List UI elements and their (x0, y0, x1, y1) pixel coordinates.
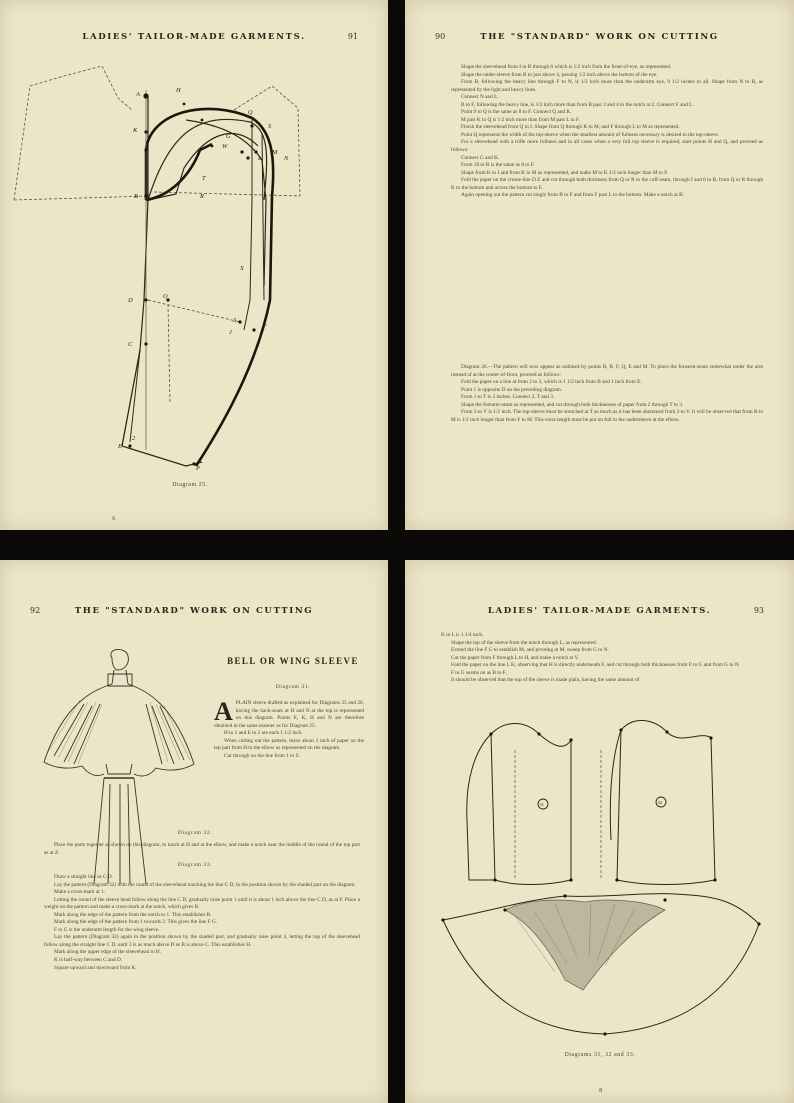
paragraph: Letting the round of the sleeve head follow along the line C D, gradually raise point 1 until it is about 1 inch above the line C D, as at F. Place a weight on the pattern and make a cross-mark at the notch, which gives B. (44, 896, 360, 911)
paragraph: B to F, following the heavy line, is 1/2 inch more than from B past 3 and 4 to the notch at 2. Connect F and L. (461, 101, 694, 108)
paragraph: Point 1 is opposite D on the preceding diagram. (461, 386, 563, 393)
body-text-upper (451, 64, 763, 200)
paragraph: Connect G and K. (461, 154, 500, 161)
body-text (441, 632, 759, 685)
point-label: P (196, 465, 200, 472)
point-label: R (200, 193, 204, 200)
paragraph: From B, following the heavy line through F to N, is 1/2 inch more than the underarm eye, 9 1/2 inches in all. Shape from N to B, as represented by the light and heavy lines. (451, 79, 763, 93)
paragraph: Shape the under-sleeve from B to just above 4, passing 1/2 inch above the bottom of the eye. (461, 71, 658, 78)
paragraph: Mark along the edge of the pattern from 1 towards 2. This gives the line F G. (54, 919, 218, 926)
paragraph: Again opening out the pattern cut singly from B to F and from F past L to the bottom. Make a notch at B. (461, 192, 684, 199)
page-93-diagrams (405, 560, 794, 1103)
paragraph: Square upward and downward from K. (54, 964, 137, 971)
text-33 (44, 874, 360, 972)
point-label: 3 (233, 317, 237, 324)
page-number: 92 (30, 606, 41, 615)
paragraph: Shape the top of the sleeve from the notch through L, as represented. (451, 639, 597, 646)
point-label: K (133, 127, 138, 134)
intro-paragraph (214, 697, 364, 730)
paragraph: Fold the paper on a line at from 2 to 3, which is 1 1/2 inch from B and 1 inch from E. (461, 379, 642, 386)
sleeve-diagrams-31-33 (405, 690, 794, 1103)
paragraph: Fold the paper on the line L K, observing that H is directly underneath F, and cut through both thicknesses from F to G and from G to N. (451, 662, 741, 669)
point-label: L (258, 155, 262, 162)
drop-cap: A (214, 697, 233, 726)
running-head (30, 606, 358, 620)
page-91-diagram (0, 0, 388, 530)
paragraph: K is half-way between C and D. (54, 957, 123, 964)
point-label: X (240, 265, 244, 272)
point-label: W (222, 143, 228, 150)
point-label: T (202, 175, 206, 182)
paragraph: Connect N and L. (461, 94, 499, 101)
paragraph: Extend the line F G to establish M, and pivoting at M, sweep from G to N. (451, 647, 609, 654)
diagram-label: 31 (539, 802, 545, 807)
point-label: S (268, 123, 272, 130)
diagram-subheading: Diagram 31. (275, 684, 311, 690)
paragraph: Shape the forearm-seam as represented, and cut through both thicknesses of paper from 2 through T to 3. (461, 401, 684, 408)
point-label: O (163, 293, 168, 300)
page-number: 91 (347, 32, 358, 41)
paragraph: Make a cross-mark at 1. (54, 889, 106, 896)
diagram-subheading: Diagram 33. (177, 862, 213, 868)
paragraph: Fold the paper on the crease-line D Z and cut through both thickness from Q or R to the cuff-seam, through I and 6 to B, from Q or R through K to the bottom and across the bottom to E. (451, 177, 763, 191)
paragraph: K to L is 1 1/4 inch. (441, 632, 484, 638)
paragraph: Cut the paper from F through L to H, and make a notch at V. (451, 654, 579, 661)
paragraph: Shape from K to I and from K to M as represented, and make M to K 1/2 inch longer than M to F. (461, 169, 669, 176)
point-label: A (136, 91, 140, 98)
point-label: 2 (132, 435, 136, 442)
sleeve-diagram-25 (0, 0, 388, 530)
paragraph: Place the parts together as shown on this diagram, to touch at H and at the elbow, and make a notch near the middle of the round of the top part as at Z. (44, 842, 360, 856)
point-label: C (128, 341, 133, 348)
point-label: D (128, 297, 133, 304)
point-label: Q (248, 109, 253, 116)
header-title: LADIES' TAILOR-MADE GARMENTS. (487, 606, 712, 616)
paragraph: From 3 to V is 1/2 inch. The top-sleeve must be stretched at T as much as it has been shortened from 3 to V. It will be observed that from B to M is 1/2 inch longer than from F to M. This extra length must be put on full to the undersleeve at the elbow. (451, 409, 763, 423)
point-label: N (284, 155, 289, 162)
folio-mark: 6 (112, 516, 116, 522)
text-32 (44, 842, 360, 857)
page-number: 93 (753, 606, 764, 615)
paragraph: Mark along the edge of the pattern from the notch to 1. This establishes B. (54, 911, 212, 918)
point-label: B (134, 193, 138, 200)
paragraph: M past K to Q is 1/2 inch more than from M past L to F. (461, 116, 580, 123)
paragraph: Cut through on the line from 1 to Z. (224, 752, 301, 759)
page-number: 90 (435, 32, 446, 41)
header-title: THE "STANDARD" WORK ON CUTTING (74, 606, 314, 616)
paragraph: Lay the pattern (Diagram 32) again in the position shown by the shaded part, and gradually raise point 3, letting the top of the sleevehead follow along the straight line C D, until 3 is as much above D as B is above C. This establishes H. (44, 934, 360, 948)
paragraph: F to G is the underarm length for the wing sleeve. (54, 926, 160, 933)
diagram-caption: Diagrams 31, 32 and 33. (564, 1052, 636, 1058)
paragraph: Draw a straight line as C D. (54, 874, 113, 880)
point-label: E (118, 443, 122, 450)
page-90-text (405, 0, 794, 530)
intro-body: PLAIN sleeve drafted as explained for Diagrams 25 and 26, having the back-seam at H and N at the top is represented on this diagram. Points E, K, H and N are therefore obtained in the same manner as for Diagram 25. (214, 700, 364, 729)
point-label: H (176, 87, 181, 94)
paragraph: When cutting out the pattern, leave about 1 inch of paper on the top part from H to the elbow as represented on the diagram. (214, 737, 364, 752)
diagram-subheading: Diagram 32. (177, 830, 213, 836)
header-title: THE "STANDARD" WORK ON CUTTING (480, 32, 719, 42)
paragraph: It should be observed that the top of the sleeve is made plain, having the same amount of (451, 677, 640, 684)
point-label: G (226, 133, 231, 140)
body-text-lower (451, 364, 763, 424)
paragraph: Shape the sleevehead from I to B through 6 which is 1/2 inch from the front-of-eye, as represented. (461, 64, 672, 70)
diagram-label: 32 (657, 800, 663, 805)
page-92-wing-sleeve (0, 560, 388, 1103)
paragraph: Lay the pattern (Diagram 32) with the round of the sleevehead touching the line C D, in the position shown by the shaded part on the diagram. (54, 881, 356, 888)
paragraph: Point Q represents the width of the top-sleeve when the smallest amount of fullness necessary is desired in the top-sleeve. (461, 131, 720, 138)
intro-text (214, 697, 364, 760)
header-title: LADIES' TAILOR-MADE GARMENTS. (82, 32, 306, 42)
paragraph: H to 1 and E to 2 are each 1 1/2 inch. (224, 730, 303, 737)
paragraph: F to G seams on as B to F. (451, 669, 507, 676)
running-head (435, 32, 764, 46)
folio-mark: 8 (599, 1088, 603, 1094)
point-label: J (229, 329, 232, 336)
point-label: F (263, 323, 267, 330)
paragraph: From 1 to T is 2 inches. Connect 2, T and 3. (461, 394, 555, 401)
point-label: M (272, 149, 278, 156)
paragraph: For a sleevehead with a trifle more fullness and in all cases when a very full top sleeve is required, start points H and Q, and proceed as follows: (451, 139, 763, 154)
paragraph: Finish the sleevehead from Q to I. Shape from Q through K to M, and F through L to M as represented. (461, 124, 680, 131)
section-title: BELL OR WING SLEEVE (227, 656, 359, 666)
diagram-caption: Diagram 25. (172, 482, 208, 488)
paragraph: Mark along the upper edge of the sleevehead to H. (54, 949, 162, 956)
paragraph: Point 9 to Q is the same as 8 to F. Connect Q and K. (461, 109, 572, 116)
running-head (435, 606, 764, 620)
paragraph: From 10 to R is the same as 8 to F. (461, 162, 535, 169)
paragraph: Diagram 26.—The pattern will now appear as outlined by points R, B, F, Q, E and M. To place the forearm-seam somewhat under the arm instead of at the center-of-front, proceed as follows: (451, 364, 763, 378)
